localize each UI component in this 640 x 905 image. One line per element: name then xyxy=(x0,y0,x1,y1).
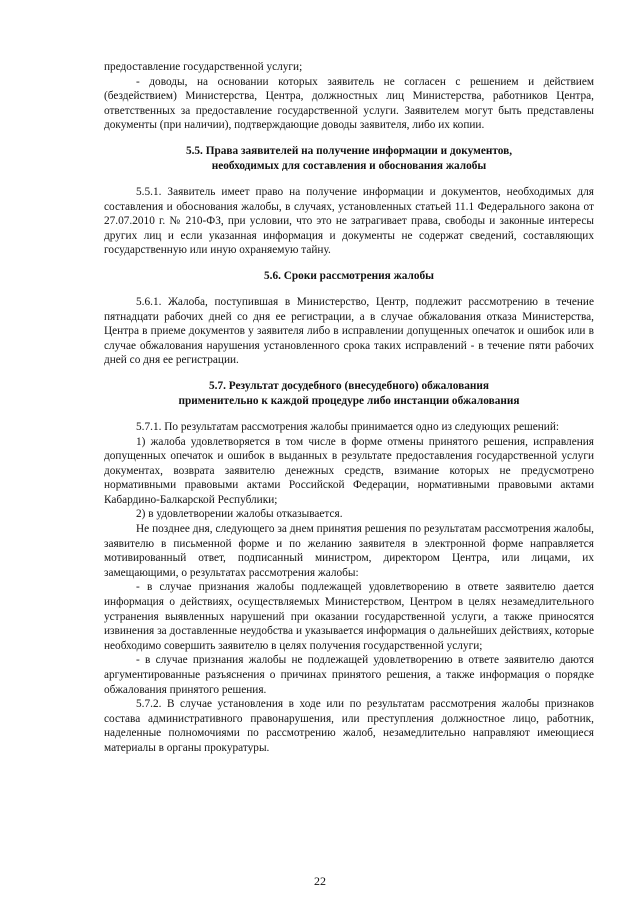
paragraph-5-7-2: 5.7.2. В случае установления в ходе или по результатам рассмотрения жалобы признаков состава административного правонарушения, или преступления должностное лицо, работник, наделенные полномочиями по рассмотрению жалоб, незамедлительно направляют имеющиеся материалы в органы прокуратуры. xyxy=(104,698,594,754)
paragraph-arguments: - доводы, на основании которых заявитель не согласен с решением и действием (бездействием) Министерства, Центра, должностных лиц Министерства, работников Центра, ответственных за предоставление государственной услуги. Заявителем могут быть представлены документы (при наличии), подтверждающие доводы заявителя, либо их копии. xyxy=(104,75,594,132)
section-heading-5-5-line1: 5.5. Права заявителей на получение информации и документов, xyxy=(185,144,513,157)
paragraph-5-7-1-item-2: 2) в удовлетворении жалобы отказывается. xyxy=(136,508,343,521)
page-content xyxy=(104,60,594,756)
paragraph-5-6-1: 5.6.1. Жалоба, поступившая в Министерство, Центр, подлежит рассмотрению в течение пятнадцати рабочих дней со дня ее регистрации, а в случае обжалования отказа Министерства, Центра в приеме документов у заявителя либо в исправлении допущенных опечаток и ошибок или в случае обжалования нарушения установленного срока таких исправлений - в течение пяти рабочих дней со дня ее регистрации. xyxy=(104,295,594,367)
paragraph-intro: предоставление государственной услуги; xyxy=(104,61,303,73)
paragraph-5-5-1: 5.5.1. Заявитель имеет право на получение информации и документов, необходимых для составления и обоснования жалобы, в случаях, установленных статьей 11.1 Федерального закона от 27.07.2010 г. № 210-ФЗ, при условии, что это не затрагивает права, свободы и законные интересы других лиц и если указанная информация и документы не содержат сведений, составляющих государственную или иную охраняемую тайну. xyxy=(104,185,594,257)
page-number: 22 xyxy=(314,874,326,888)
section-heading-5-5-line2: необходимых для составления и обоснования жалобы xyxy=(211,159,487,172)
paragraph-5-7-1: 5.7.1. По результатам рассмотрения жалобы принимается одно из следующих решений: xyxy=(136,420,560,433)
section-heading-5-6: 5.6. Сроки рассмотрения жалобы xyxy=(263,269,435,282)
section-heading-5-7-line1: 5.7. Результат досудебного (внесудебного) обжалования xyxy=(208,379,489,392)
section-heading-5-7-line2: применительно к каждой процедуре либо инстанции обжалования xyxy=(178,394,520,407)
paragraph-complaint-satisfied: - в случае признания жалобы подлежащей удовлетворению в ответе заявителю дается информация о действиях, осуществляемых Министерством, Центром в целях незамедлительного устранения выявленных нарушений при оказании государственной услуги, а также приносятся извинения за доставленные неудобства и указывается информация о дальнейших действиях, которые необходимо совершить заявителю в целях получения государственной услуги; xyxy=(104,581,594,652)
paragraph-response-deadline: Не позднее дня, следующего за днем принятия решения по результатам рассмотрения жалобы, заявителю в письменной форме и по желанию заявителя в электронной форме направляется мотивированный ответ, подписанный министром, директором Центра, или лицами, их замещающими, о результатах рассмотрения жалобы: xyxy=(104,523,594,579)
paragraph-5-7-1-item-1: 1) жалоба удовлетворяется в том числе в форме отмены принятого решения, исправления допущенных опечаток и ошибок в выданных в результате предоставления государственной услуги документах, возврата заявителю денежных средств, взимание которых не предусмотрено нормативными правовыми актами Российской Федерации, нормативными правовыми актами Кабардино-Балкарской Республики; xyxy=(104,435,594,506)
paragraph-complaint-rejected: - в случае признания жалобы не подлежащей удовлетворению в ответе заявителю даются аргументированные разъяснения о причинах принятого решения, а также информация о порядке обжалования принятого решения. xyxy=(104,654,594,696)
